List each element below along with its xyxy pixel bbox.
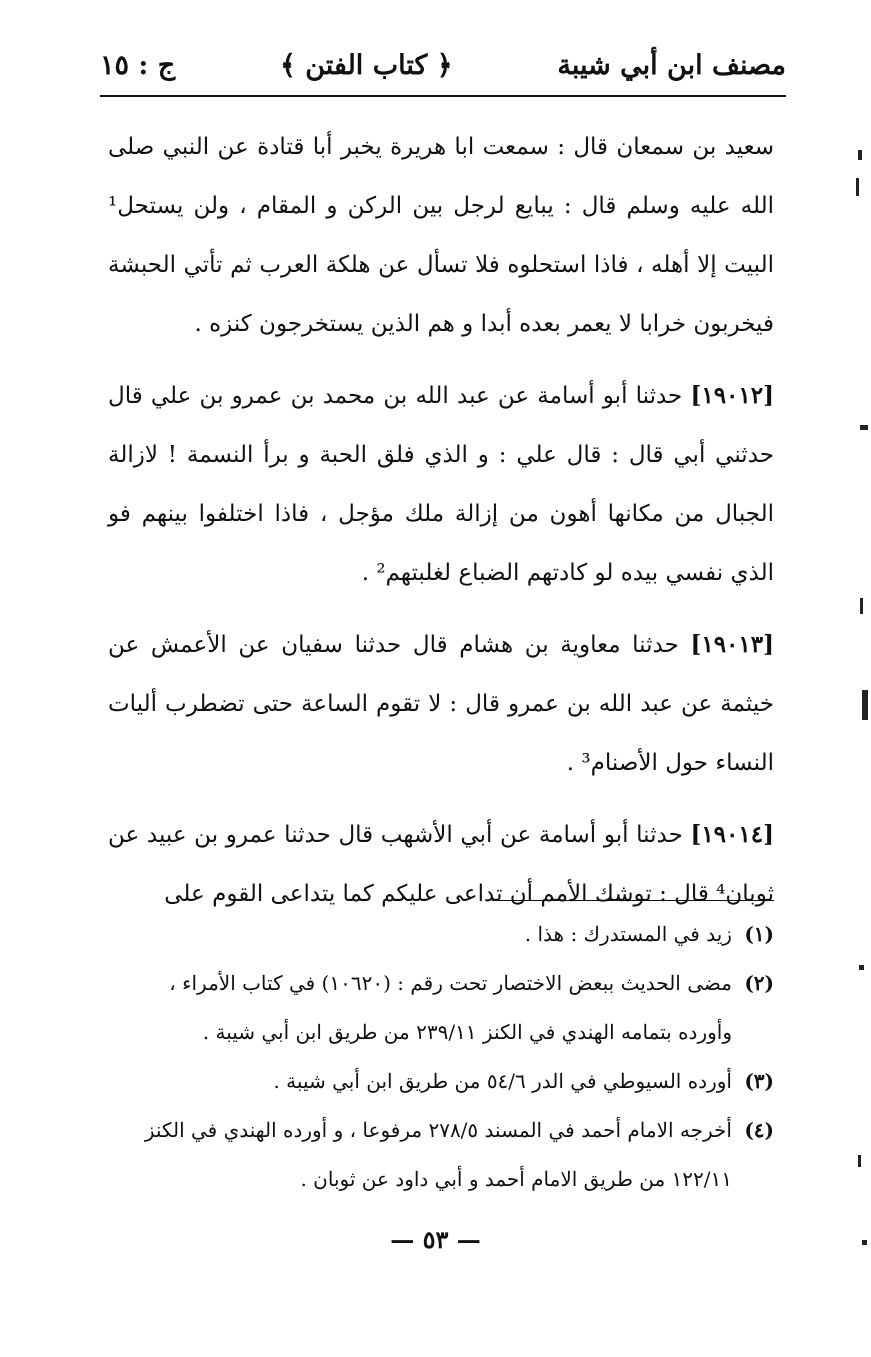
scan-mark [858,1155,861,1167]
scan-mark [860,425,868,430]
footnote-1 [108,910,774,959]
footnote-text: مضى الحديث ببعض الاختصار تحت رقم : (١٠٦٢٠) في كتاب الأمراء ، [169,971,732,995]
footnote-text: أخرجه الامام أحمد في المسند ٢٧٨/٥ مرفوعا ، و أورده الهندي في الكنز [144,1118,732,1142]
hadith-text: حدثنا أبو أسامة عن أبي الأشهب قال حدثنا عمرو بن عبيد عن ثوبان⁴ قال : توشك الأمم أن تداعى عليكم كما يتداعى القوم على [108,822,774,907]
scan-mark [858,150,862,160]
footnote-number: (١) [744,922,774,946]
scan-mark [862,1240,867,1245]
footnote-4 [108,1106,774,1155]
footnote-text: زيد في المستدرك : هذا . [524,922,732,946]
hadith-19012 [108,366,774,603]
hadith-number: [١٩٠١٢] [690,382,775,409]
footnote-2-continuation [108,1008,774,1057]
scan-mark [859,965,864,970]
footnote-text: وأورده بتمامه الهندي في الكنز ٢٣٩/١١ من طريق ابن أبي شيبة . [202,1020,732,1044]
chapter-title: ﴿ كتاب الفتن ﴾ [280,49,453,81]
footnote-2 [108,959,774,1008]
paragraph-continuation [108,118,774,354]
footnote-text: ١٢٢/١١ من طريق الامام أحمد و أبي داود عن ثوبان . [300,1167,732,1191]
running-header [100,42,786,88]
hadith-number: [١٩٠١٤] [690,821,774,848]
hadith-text: حدثنا معاوية بن هشام قال حدثنا سفيان عن الأعمش عن خيثمة عن عبد الله بن عمرو قال : لا تقوم الساعة حتى تضطرب أليات النساء حول الأصنام³ . [108,632,774,776]
paragraph-text: سعيد بن سمعان قال : سمعت ابا هريرة يخبر أبا قتادة عن النبي صلى الله عليه وسلم قال : يبايع لرجل بين الركن و المقام ، ولن يستحل¹ البيت إلا أهله ، فاذا استحلوه فلا تسأل عن هلكة العرب ثم تأتي الحبشة فيخربون خرابا لا يعمر بعده أبدا و هم الذين يستخرجون كنزه . [108,134,774,337]
footnote-number: (٤) [744,1118,774,1142]
header-rule [100,95,786,97]
footnote-text: أورده السيوطي في الدر ٥٤/٦ من طريق ابن أبي شيبة . [273,1069,732,1093]
volume-number: ج : ١٥ [100,49,176,81]
footnote-rule [492,900,774,901]
hadith-text: حدثنا أبو أسامة عن عبد الله بن محمد بن عمرو بن علي قال حدثني أبي قال : قال علي : و الذي فلق الحبة و برأ النسمة ! لازالة الجبال من مكانها أهون من إزالة ملك مؤجل ، فاذا اختلفوا بينهم فو الذي نفسي بيده لو كادتهم الضباع لغلبتهم² . [108,383,774,586]
footnote-number: (٢) [744,971,774,995]
page-number: — ٥٣ — [390,1225,481,1254]
book-title: مصنف ابن أبي شيبة [557,49,786,81]
hadith-19013 [108,615,774,793]
footnote-number: (٣) [744,1069,774,1093]
hadith-number: [١٩٠١٣] [690,631,775,658]
footnote-4-continuation [108,1155,774,1204]
scan-mark [862,690,868,720]
scan-mark [856,178,859,196]
scan-mark [860,598,863,614]
footnotes [108,910,774,1204]
main-text [108,118,774,936]
hadith-19014 [108,805,774,924]
footnote-3 [108,1057,774,1106]
